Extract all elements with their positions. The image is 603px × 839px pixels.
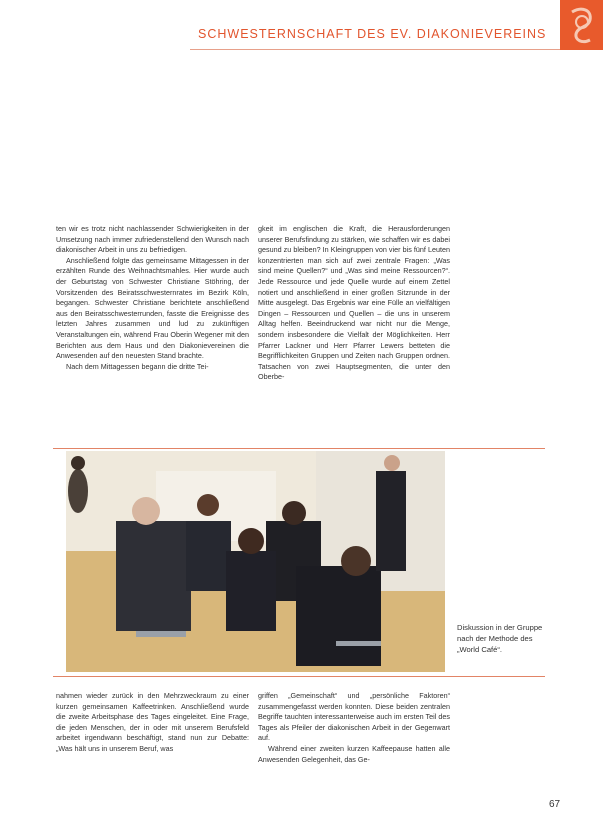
paragraph: ten wir es trotz nicht nachlassender Schwierigkeiten in der Umsetzung nach immer zufriedenstellend den Wunsch nach diakonischer Arbeit in uns zu befriedigen.: [56, 224, 249, 255]
logo: [560, 0, 603, 50]
article-column-3: [56, 691, 249, 755]
paragraph: gkeit im englischen die Kraft, die Herausforderungen unserer Berufsfindung zu stärken, wie schaffen wir es dabei gesund zu bleiben? In Kleingruppen von vier bis fünf Leuten konzentrierten man sich auf zwei zentrale Fragen: „Was sind meine Quellen?“ und „Was sind meine Ressourcen?“. Jede Ressource und jede Quelle wurde auf einem Zettel notiert und anschließend in einer großen Sitzrunde in der Mitte ausgelegt. Das Ergebnis war eine Fülle an vielfältigen Dingen – Ressourcen und Quellen – die uns in unserem Alltag helfen. Beeindruckend war nicht nur die Menge, sondern insbesondere die Vielfalt der Möglichkeiten. Herr Pfarrer Lackner und Herr Pfarrer Lewers betteten die Begrifflichkeiten Gruppen und Zeiten nach Gruppen ordnen. Tatsachen von zwei Hauptsegmenten, die unter den Oberbe-: [258, 224, 450, 382]
divider-line: [53, 676, 545, 677]
paragraph: Anschließend folgte das gemeinsame Mittagessen in der erzählten Runde des Weihnachtsmahles. Hier wurde auch der Geburtstag von Schwester Christiane Stöhring, der Vorsitzenden des Beiratsschwesternrates im Bezirk Köln, begangen. Schwester Christiane berichtete anschließend aus den Beiratsschwesterrunden, fasste die Ereignisse des letzten Jahres zusammen und lud zu zukünftigen Veranstaltungen ein, während Frau Oberin Wegener mit den Berichten aus dem Haus und den Diakonievereinen die Anwesenden auf den neuesten Stand brachte.: [56, 255, 249, 361]
article-column-2: [258, 224, 450, 383]
paragraph: Nach dem Mittagessen begann die dritte Tei-: [66, 361, 209, 371]
divider-line: [53, 448, 545, 449]
header-title: SCHWESTERNSCHAFT DES EV. DIAKONIEVEREINS: [198, 27, 547, 41]
article-column-1: [56, 224, 249, 372]
article-column-4: [258, 691, 450, 765]
header-rule: [190, 49, 562, 50]
paragraph: Während einer zweiten kurzen Kaffeepause hatten alle Anwesenden Gelegenheit, das Ge-: [258, 743, 450, 764]
paragraph: nahmen wieder zurück in den Mehrzweckraum zu einer kurzen gemeinsamen Kaffeetrinken. Anschließend wurde die zweite Arbeitsphase des Tages eingeleitet. Eine Frage, die jeden Menschen, der in oder mit unserem Berufsfeld arbeitet irgendwann beschäftigt, stand nun zur Debatte: „Was hält uns in unserem Beruf, was: [56, 691, 249, 753]
paragraph: griffen „Gemeinschaft“ und „persönliche Faktoren“ zusammengefasst werden konnten. Diese beiden zentralen Begriffe tauchten interessanterweise auch im ersten Teil des Tages als Pfeiler der diakonischen Arbeit in der Gegenwart auf.: [258, 691, 450, 743]
page-header: [190, 22, 550, 50]
page-number: 67: [549, 799, 561, 810]
photo-discussion-group: [66, 451, 445, 672]
photo-caption: Diskussion in der Gruppe nach der Methode des „World Café“.: [457, 623, 543, 654]
